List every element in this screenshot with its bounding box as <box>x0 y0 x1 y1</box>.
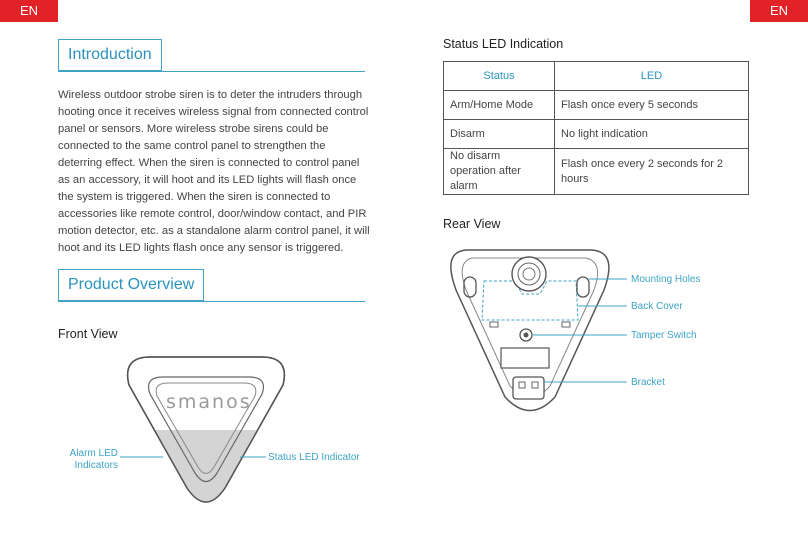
brand-logo-text: smanos <box>166 391 252 413</box>
callout-mounting-holes: Mounting Holes <box>631 274 701 285</box>
front-view-label: Front View <box>58 327 118 341</box>
cell-status: Arm/Home Mode <box>444 91 555 120</box>
rear-view-label: Rear View <box>443 217 501 231</box>
status-led-title: Status LED Indication <box>443 37 564 51</box>
table-row <box>444 91 749 120</box>
siren-rear-body <box>451 250 609 411</box>
intro-heading: Introduction <box>58 39 162 71</box>
cell-status: No disarm operation after alarm <box>444 149 555 195</box>
callout-tamper-switch: Tamper Switch <box>631 330 697 341</box>
siren-front-body <box>100 357 320 530</box>
callout-alarm-led: Alarm LED Indicators <box>69 448 118 471</box>
language-badge-right: EN <box>750 0 808 22</box>
cell-status: Disarm <box>444 120 555 149</box>
callout-status-led: Status LED Indicator <box>268 452 360 463</box>
callout-back-cover: Back Cover <box>631 301 683 312</box>
overview-heading: Product Overview <box>58 269 204 301</box>
cell-led: Flash once every 2 seconds for 2 hours <box>555 149 749 195</box>
table-row <box>444 149 749 195</box>
cell-led: No light indication <box>555 120 749 149</box>
header-led: LED <box>555 62 749 91</box>
header-status: Status <box>444 62 555 91</box>
table-row <box>444 120 749 149</box>
intro-text: Wireless outdoor strobe siren is to deter the intruders through hooting once it receives wireless signal from connected control panel or sensors. More wireless strobe sirens could be connected to the same control panel to strengthen the deterring effect. When the siren is connected to control panel as an accessory, it will hoot and its LED lights will flash once the system is triggered. When the siren is connected to accessories like remote control, door/window contact, and PIR motion detector, etc. as a standalone alarm control panel, it will hoot and its LED lights flash once any sensor is triggered. <box>58 89 370 254</box>
status-led-table <box>443 61 749 195</box>
callout-bracket: Bracket <box>631 377 665 388</box>
cell-led: Flash once every 5 seconds <box>555 91 749 120</box>
language-badge-left: EN <box>0 0 58 22</box>
table-header-row <box>444 62 749 91</box>
